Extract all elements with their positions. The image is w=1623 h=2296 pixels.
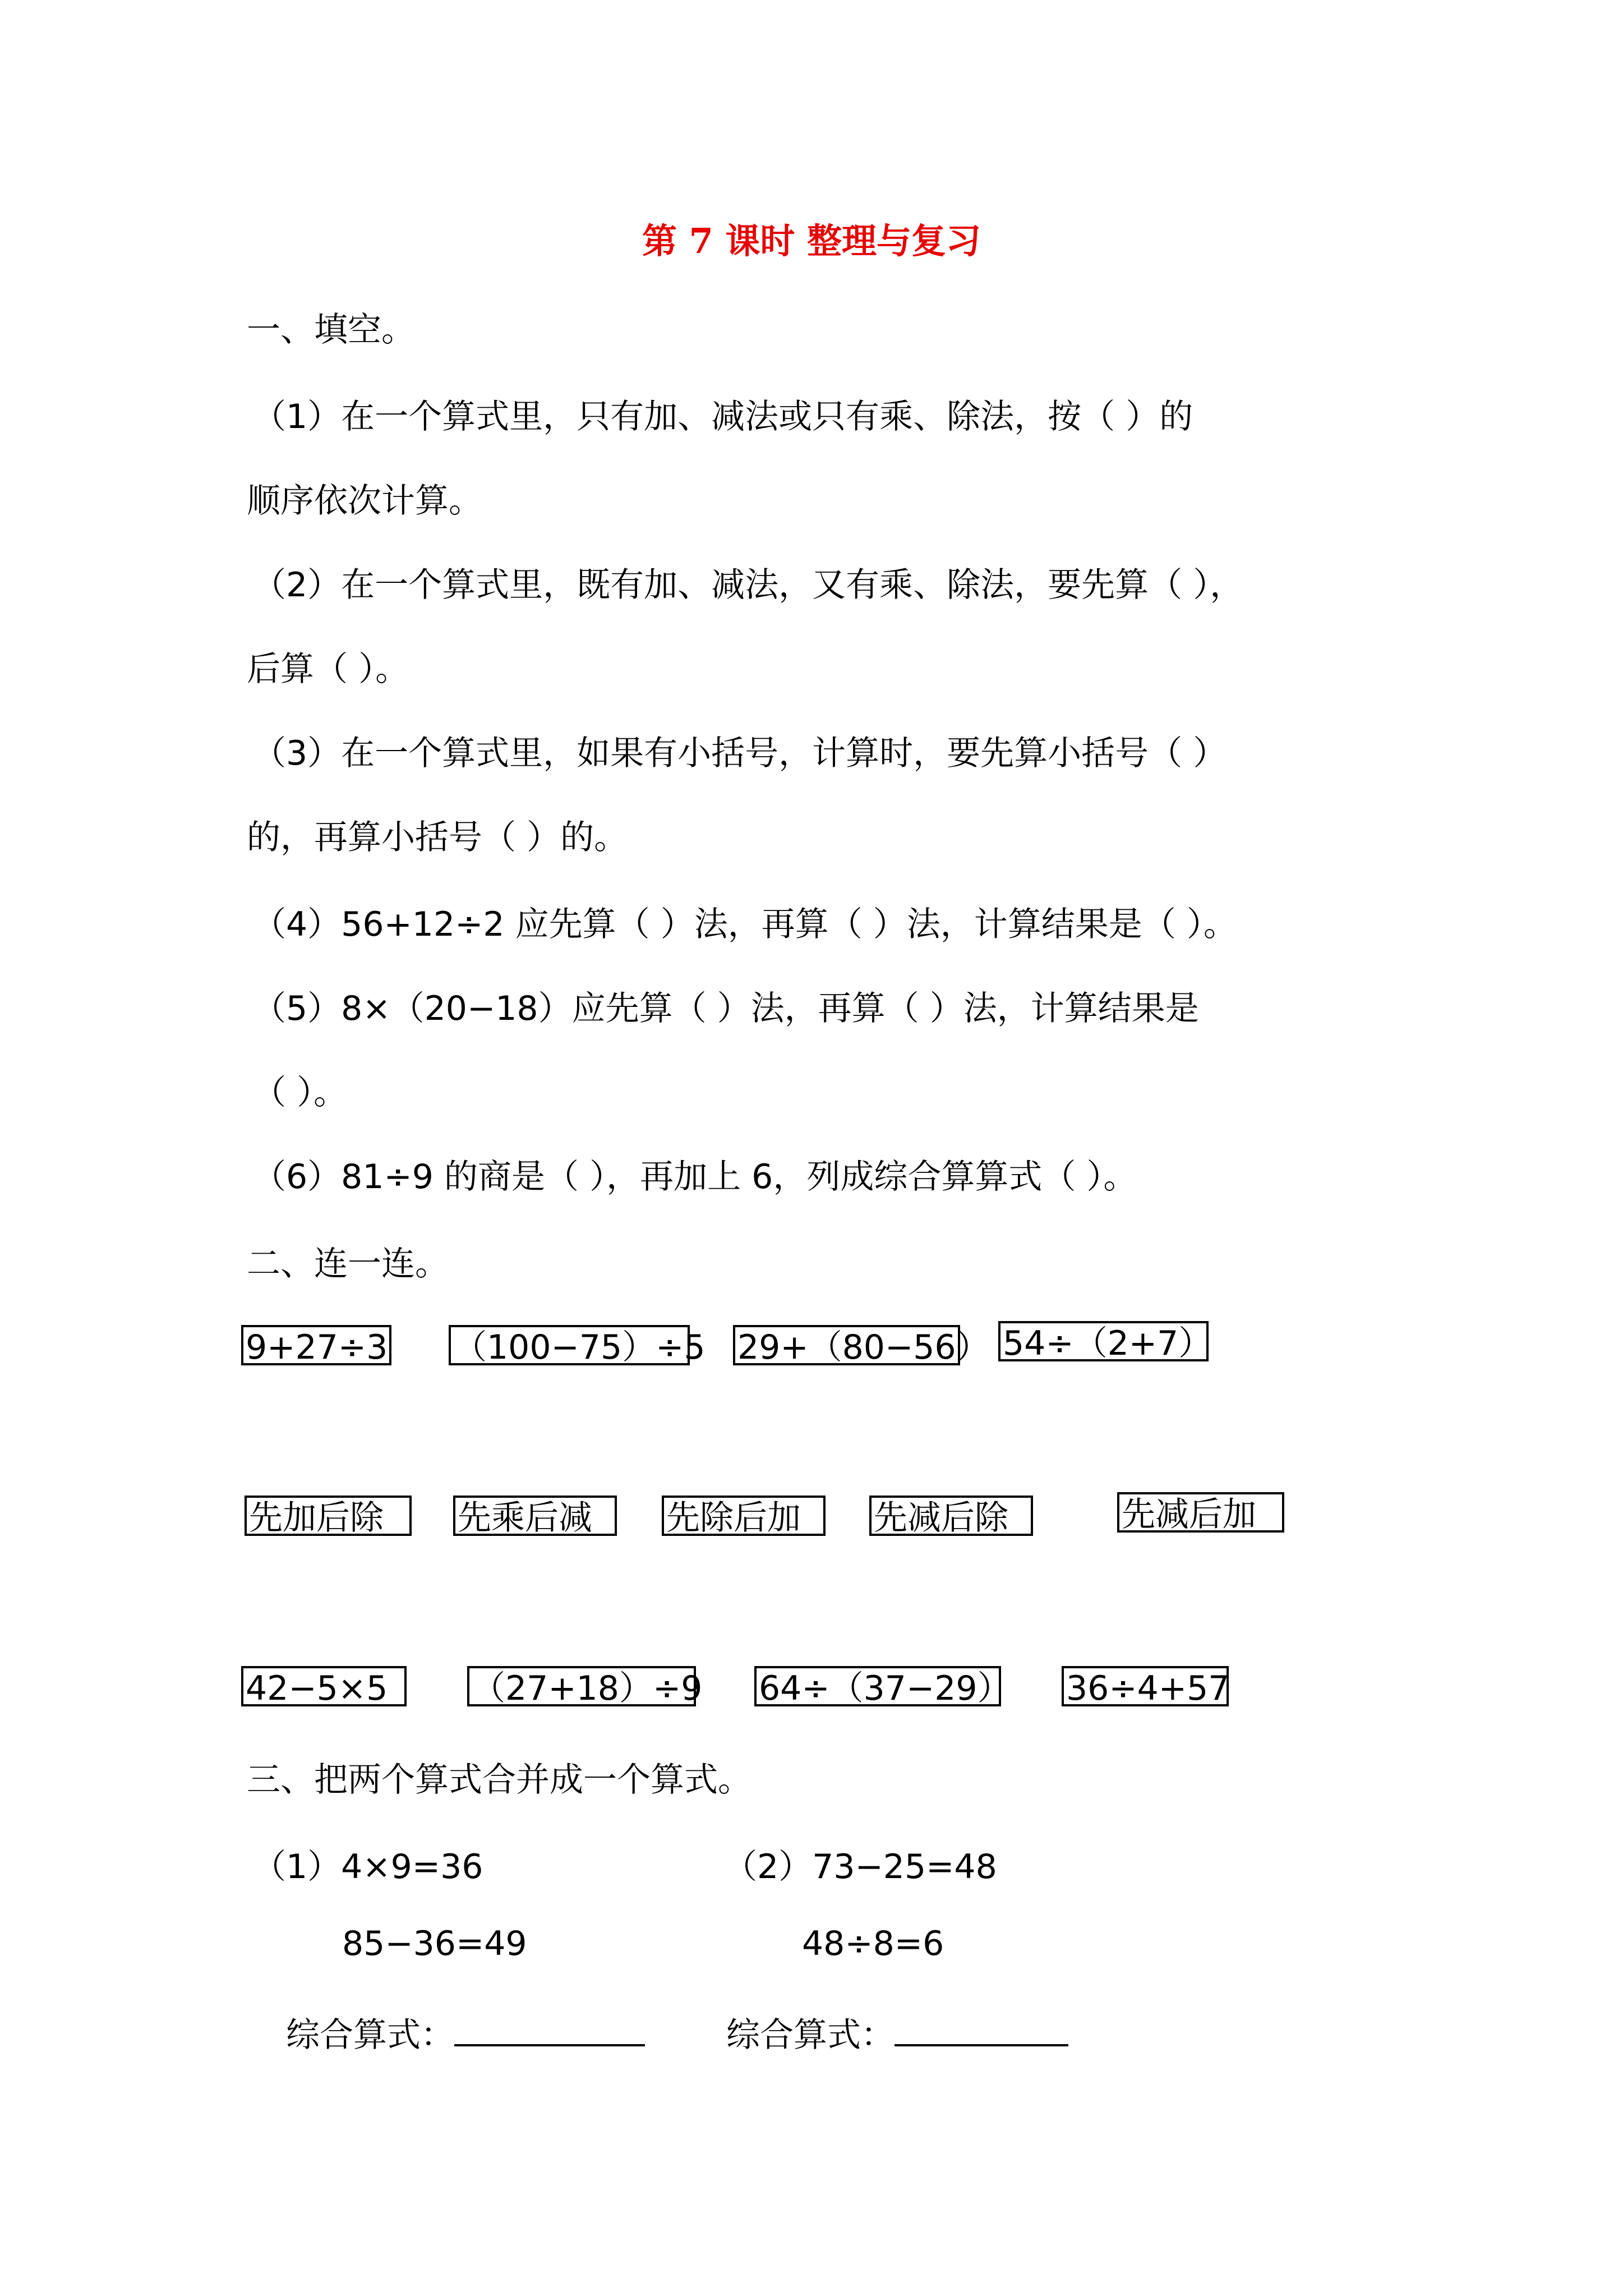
question-4: （4）56+12÷2 应先算（ ）法，再算（ ）法，计算结果是（ ）。 [252,905,1237,944]
problem-1-equation-2: 85−36=49 [342,1924,527,1963]
page-title: 第 7 课时 整理与复习 [642,220,981,261]
expression-box-bottom-1[interactable]: 42−5×5 [241,1666,407,1706]
question-2-line-1: （2）在一个算式里，既有加、减法，又有乘、除法，要先算（ ）， [252,565,1244,605]
problem-1-combined-label: 综合算式： [286,2016,454,2055]
problem-2-combined [726,2008,1068,2056]
question-3-line-1: （3）在一个算式里，如果有小括号，计算时，要先算小括号（ ） [252,734,1227,773]
problem-2-combined-label: 综合算式： [726,2016,895,2055]
problem-2-answer-blank[interactable] [895,2013,1068,2046]
expression-box-bottom-3[interactable]: 64÷（37−29） [754,1666,1001,1706]
expression-box-bottom-4[interactable]: 36÷4+57 [1062,1666,1229,1706]
section-1-heading: 一、填空。 [247,310,415,349]
question-3-line-2: 的，再算小括号（ ）的。 [247,818,628,857]
order-box-3[interactable]: 先除后加 [662,1496,826,1536]
expression-box-bottom-2[interactable]: （27+18）÷9 [467,1666,696,1706]
problem-1-answer-blank[interactable] [454,2013,645,2046]
question-6: （6）81÷9 的商是（ ），再加上 6，列成综合算算式（ ）。 [252,1157,1137,1197]
section-3-heading: 三、把两个算式合并成一个算式。 [247,1760,751,1800]
problem-1-combined [286,2008,645,2056]
order-box-5[interactable]: 先减后加 [1117,1492,1284,1533]
question-5-line-2: （ ）。 [252,1073,348,1112]
order-box-2[interactable]: 先乘后减 [453,1496,617,1536]
problem-2-equation-2: 48÷8=6 [802,1924,944,1963]
problem-2-equation-1: （2）73−25=48 [723,1847,997,1887]
question-1-line-1: （1）在一个算式里，只有加、减法或只有乘、除法，按（ ）的 [252,397,1193,436]
expression-box-top-3[interactable]: 29+（80−56） [733,1325,960,1365]
problem-1-equation-1: （1）4×9=36 [252,1847,483,1887]
question-1-line-2: 顺序依次计算。 [247,481,482,521]
question-5-line-1: （5）8×（20−18）应先算（ ）法，再算（ ）法，计算结果是 [252,989,1199,1028]
order-box-4[interactable]: 先减后除 [869,1496,1033,1536]
section-2-heading: 二、连一连。 [247,1244,449,1283]
question-2-line-2: 后算（ ）。 [247,650,409,689]
order-box-1[interactable]: 先加后除 [245,1496,412,1536]
expression-box-top-2[interactable]: （100−75）÷5 [449,1325,690,1365]
expression-box-top-4[interactable]: 54÷（2+7） [998,1321,1209,1361]
expression-box-top-1[interactable]: 9+27÷3 [241,1325,391,1365]
